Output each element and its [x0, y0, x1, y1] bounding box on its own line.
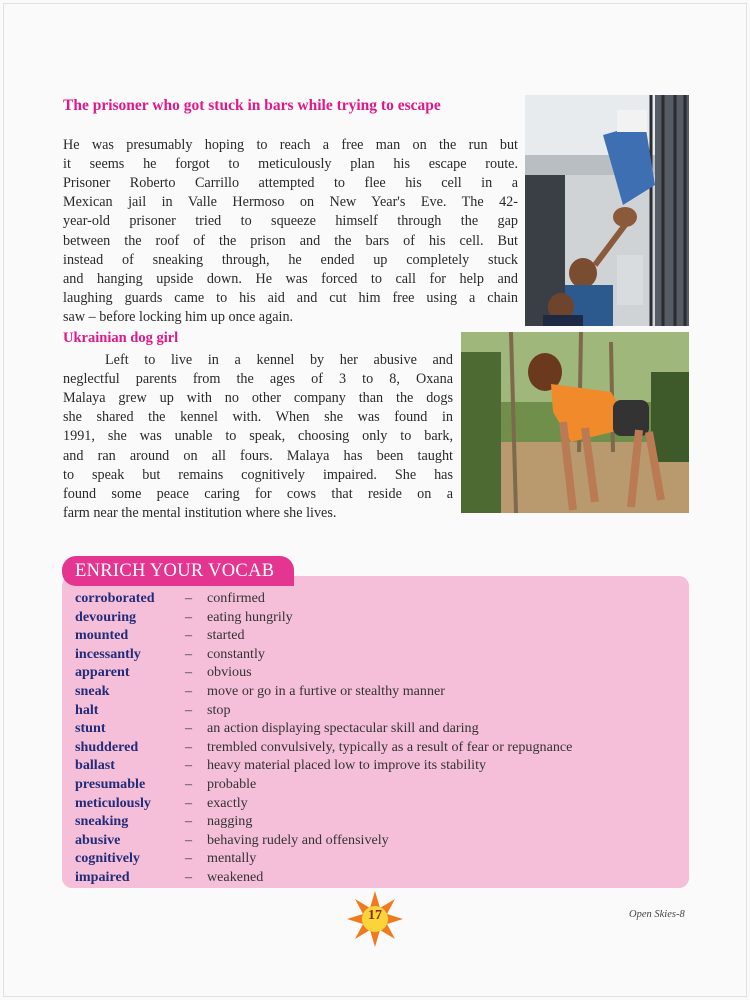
vocab-meaning: eating hungrily — [207, 608, 293, 625]
vocab-dash: – — [185, 627, 193, 644]
book-title: Open Skies-8 — [629, 909, 685, 920]
vocab-word: meticulously — [75, 794, 151, 811]
article1-line: laughing guards came to his aid and cut him free using a chain — [63, 289, 518, 306]
article2-line: to speak but remains cognitively impaired. She has — [63, 466, 453, 483]
vocab-meaning: trembled convulsively, typically as a result of fear or repugnance — [207, 738, 573, 755]
article1-line: He was presumably hoping to reach a free man on the run but — [63, 137, 518, 153]
article2-line: neglectful parents from the ages of 3 to 8, Oxana — [63, 371, 453, 388]
vocab-dash: – — [185, 831, 193, 848]
vocab-word: shuddered — [75, 738, 139, 755]
article-title-dog-girl: Ukrainian dog girl — [63, 330, 179, 346]
article2-line: and ran around on all fours. Malaya has been taught — [63, 447, 453, 464]
vocab-meaning: move or go in a furtive or stealthy manner — [207, 683, 445, 699]
vocab-word: devouring — [75, 608, 137, 625]
vocab-heading: ENRICH YOUR VOCAB — [62, 556, 294, 586]
vocab-dash: – — [185, 683, 193, 699]
vocab-word: impaired — [75, 869, 130, 885]
article2-line: 1991, she was unable to speak, choosing only to bark, — [63, 428, 453, 445]
vocab-meaning: an action displaying spectacular skill and daring — [207, 720, 479, 737]
vocab-word: cognitively — [75, 850, 140, 867]
vocab-dash: – — [185, 813, 193, 830]
vocab-word: abusive — [75, 831, 121, 848]
dog-girl-photo — [461, 332, 689, 513]
article1-line: between the roof of the prison and the bars of his cell. But — [63, 232, 518, 249]
article2-line: Malaya grew up with no other company than the dogs — [63, 390, 453, 407]
vocab-dash: – — [185, 738, 193, 755]
article2-line: farm near the mental institution where she lives. — [63, 504, 337, 521]
article1-line: instead of sneaking through, he ended up completely stuck — [63, 251, 518, 268]
article1-line: it seems he forgot to meticulously plan his escape route. — [63, 156, 518, 173]
vocab-meaning: obvious — [207, 664, 252, 681]
vocab-dash: – — [185, 608, 193, 625]
vocab-dash: – — [185, 757, 193, 774]
vocab-dash: – — [185, 776, 193, 792]
article1-line: Mexican jail in Valle Hermoso on New Year's Eve. The 42- — [63, 194, 518, 211]
vocab-meaning: nagging — [207, 813, 253, 830]
vocab-word: halt — [75, 701, 99, 718]
vocab-meaning: probable — [207, 776, 257, 792]
vocab-word: sneak — [75, 683, 110, 699]
page-number-star — [347, 891, 403, 952]
vocab-word: sneaking — [75, 813, 129, 830]
vocab-meaning: behaving rudely and offensively — [207, 831, 389, 848]
vocab-dash: – — [185, 850, 193, 867]
vocab-dash: – — [185, 590, 193, 606]
article2-line: she shared the kennel with. When she was found in — [63, 409, 453, 426]
vocab-meaning: heavy material placed low to improve its stability — [207, 757, 487, 774]
vocab-dash: – — [185, 701, 193, 718]
article1-line: year-old prisoner tried to squeeze himself through the gap — [63, 213, 518, 230]
vocab-word: mounted — [75, 627, 129, 644]
vocab-meaning: constantly — [207, 645, 265, 662]
article1-line: Prisoner Roberto Carrillo attempted to flee his cell in a — [63, 175, 518, 192]
vocab-word: apparent — [75, 664, 130, 681]
vocab-meaning: exactly — [207, 794, 248, 811]
vocab-dash: – — [185, 869, 193, 885]
vocab-meaning: confirmed — [207, 590, 265, 606]
vocab-dash: – — [185, 794, 193, 811]
article2-line: Left to live in a kennel by her abusive and — [105, 352, 453, 368]
vocab-meaning: started — [207, 627, 245, 644]
vocab-word: stunt — [75, 720, 106, 737]
page-number: 17 — [368, 908, 382, 923]
article1-line: and hanging upside down. He was forced to call for help and — [63, 270, 518, 287]
vocab-dash: – — [185, 645, 193, 662]
vocab-meaning: mentally — [207, 850, 257, 867]
vocab-dash: – — [185, 664, 193, 681]
prisoner-photo — [525, 95, 689, 326]
vocab-meaning: stop — [207, 701, 231, 718]
article1-line: saw – before locking him up once again. — [63, 308, 294, 325]
vocab-dash: – — [185, 720, 193, 737]
vocab-word: corroborated — [75, 590, 155, 606]
vocab-word: presumable — [75, 776, 146, 792]
article-title-prisoner: The prisoner who got stuck in bars while trying to escape — [63, 97, 441, 114]
vocab-meaning: weakened — [207, 869, 264, 885]
vocab-word: ballast — [75, 757, 115, 774]
article2-line: found some peace caring for cows that reside on a — [63, 485, 453, 502]
vocab-word: incessantly — [75, 645, 141, 662]
